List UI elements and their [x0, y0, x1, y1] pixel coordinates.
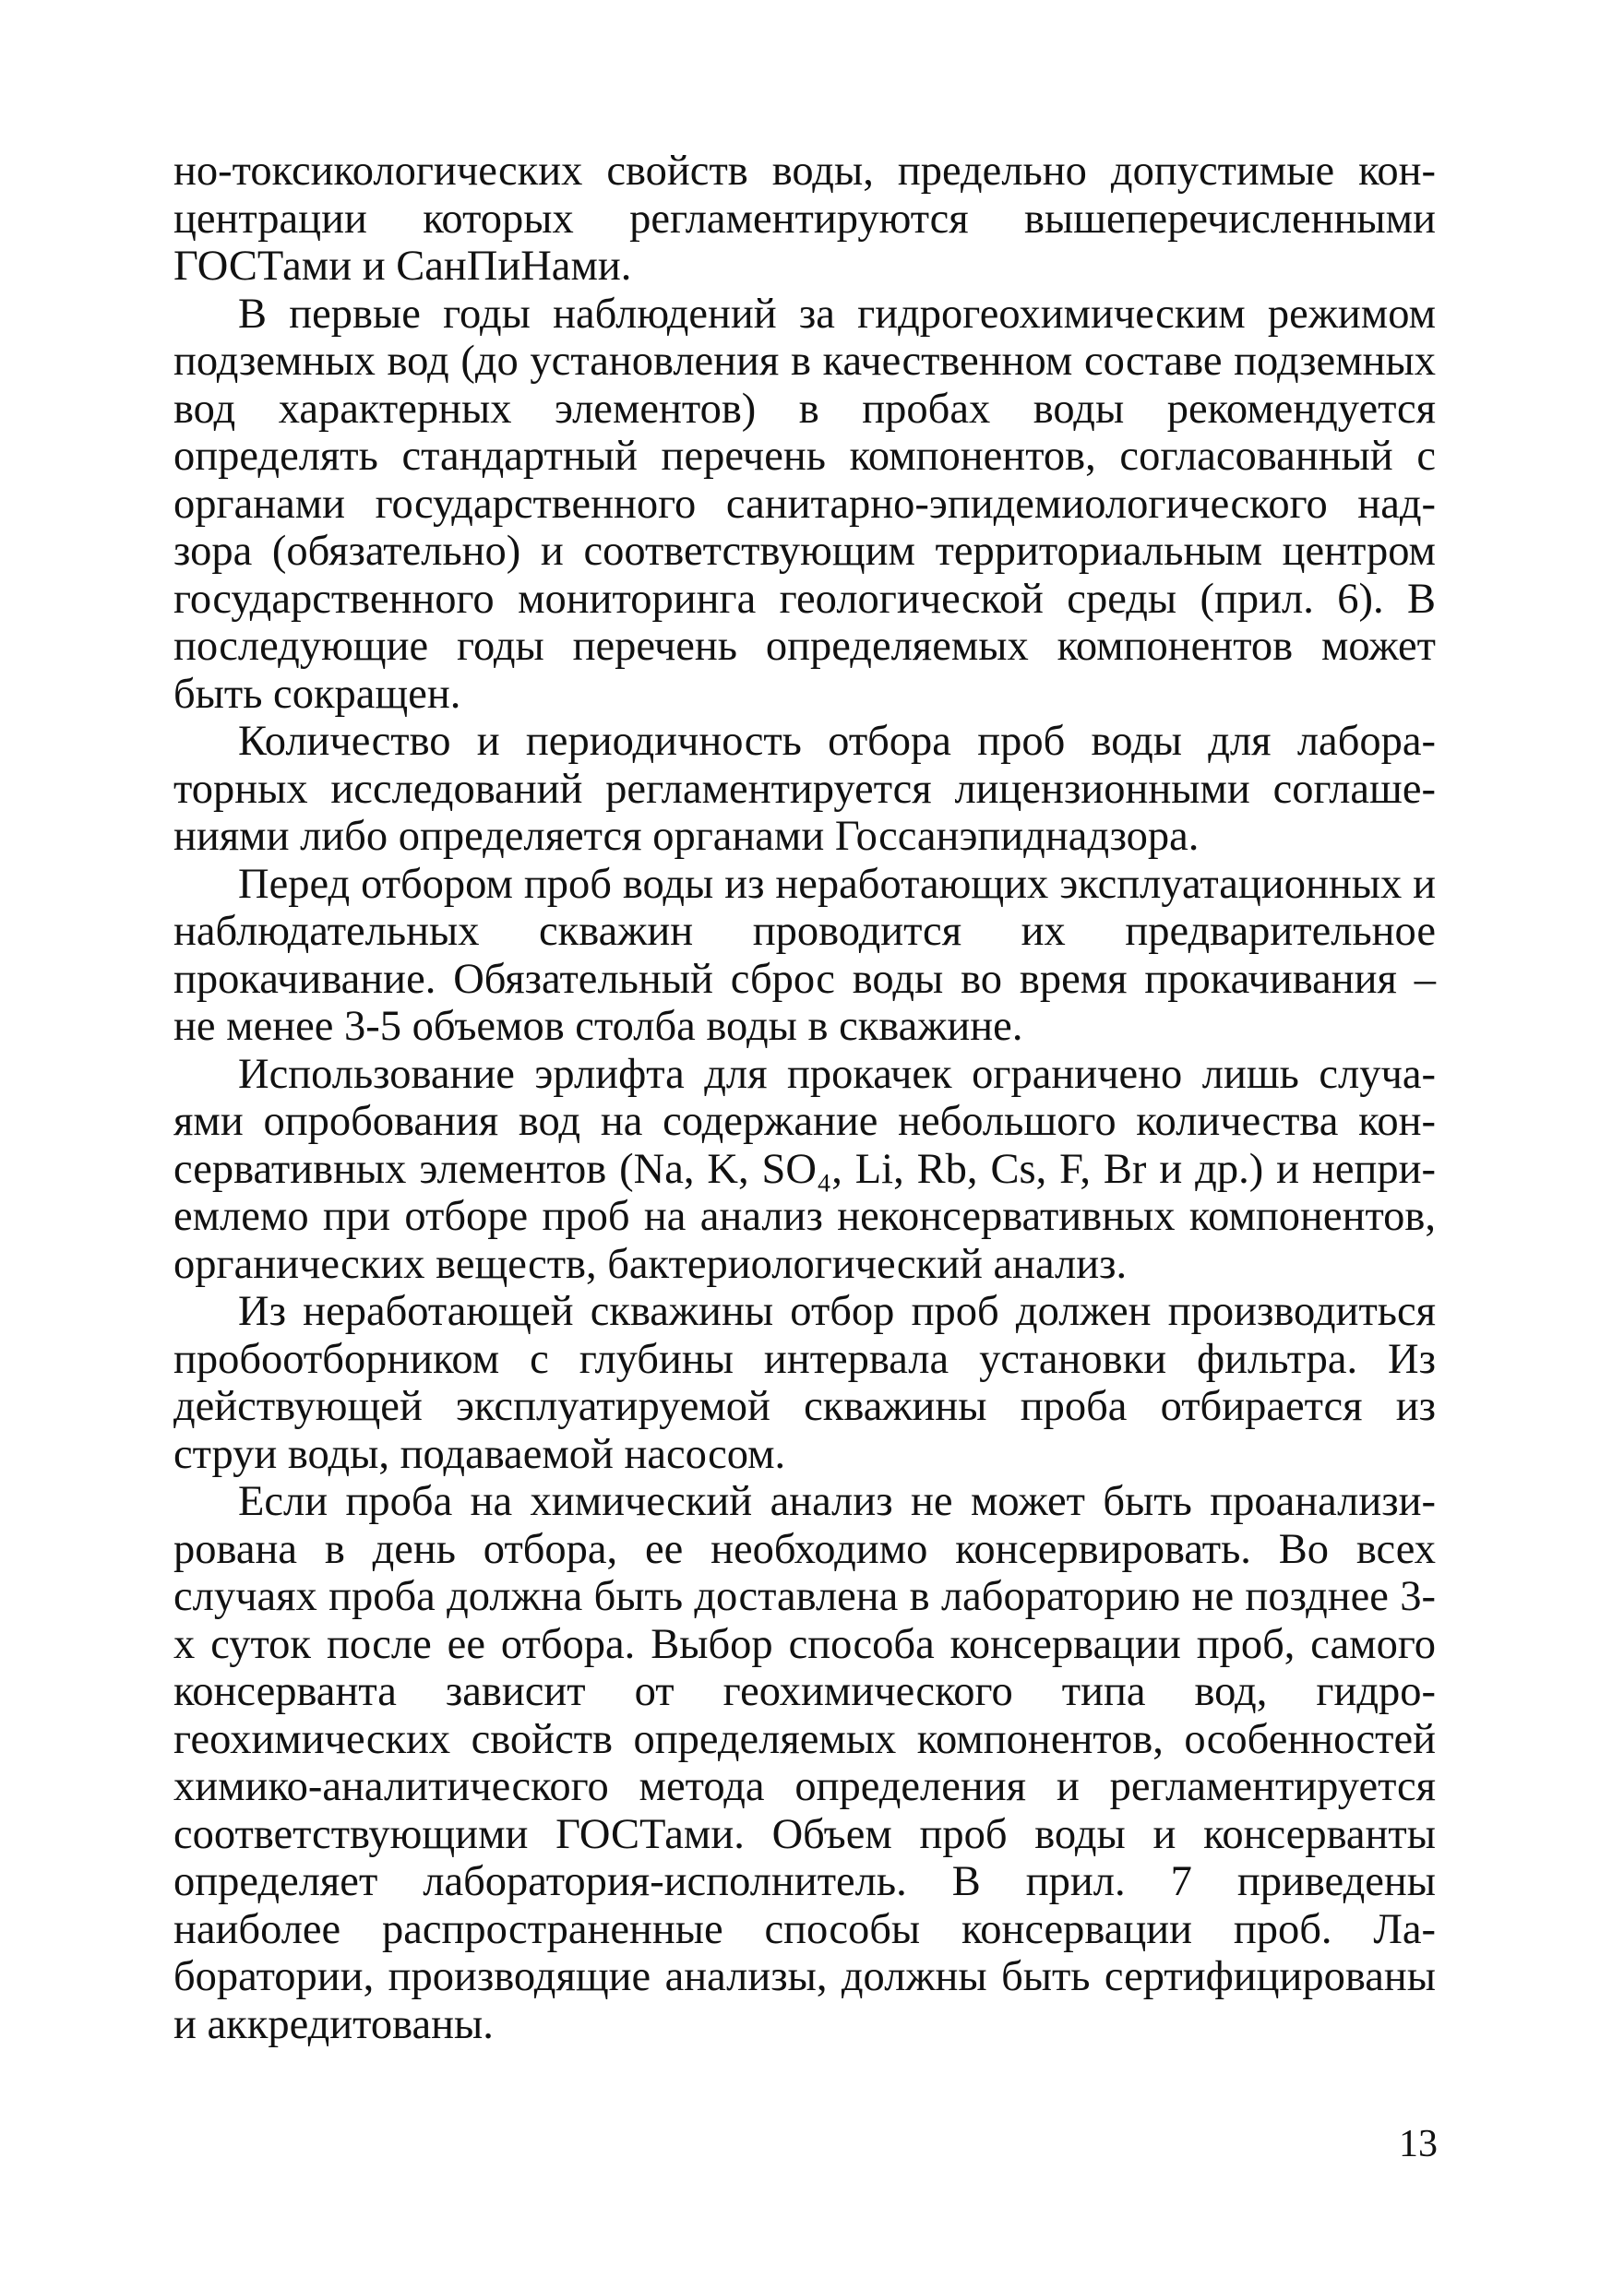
paragraph-continuation: но-токсикологических свойств воды, предельно допустимые концентрации которых регламентируются вышеперечисленными ГОСТами и СанПиНами. — [173, 148, 1436, 290]
paragraph-sampling-frequency: Количество и периодичность отбора проб воды для лабораторных исследований регламентируется лицензионными соглашениями либо определяется органами Госсанэпиднадзора. — [173, 718, 1436, 860]
paragraph-sampling-method: Из неработающей скважины отбор проб должен производиться пробоотборником с глубины интервала установки фильтра. Из действующей эксплуатируемой скважины проба отбирается из струи воды, подаваемой насосом. — [173, 1288, 1436, 1478]
paragraph-pre-pumping: Перед отбором проб воды из неработающих эксплуатационных и наблюдательных скважин проводится их предварительное прокачивание. Обязательный сброс воды во время прокачивания – не менее 3-5 объемов столба воды в скважине. — [173, 860, 1436, 1050]
paragraph-initial-observations: В первые годы наблюдений за гидрогеохимическим режимом подземных вод (до установления в качественном составе подземных вод характерных элементов) в пробах воды рекомендуется определять стандартный перечень компонентов, согласованный с органами государственного санитарно-эпидемиологического надзора (обязательно) и соответствующим территориальным центром государственного мониторинга геологической среды (прил. 6). В последующие годы перечень определяемых компонентов может быть сокращен. — [173, 290, 1436, 718]
body-text — [173, 148, 1436, 2048]
page-number: 13 — [1399, 2123, 1438, 2165]
paragraph-sample-preservation: Если проба на химический анализ не может быть проанализирована в день отбора, ее необходимо консервировать. Во всех случаях проба должна быть доставлена в лабораторию не позднее 3-х суток после ее отбора. Выбор способа консервации проб, самого консерванта зависит от геохимического типа вод, гидрогеохимических свойств определяемых компонентов, особенностей химико-аналитического метода определения и регламентируется соответствующими ГОСТами. Объем проб воды и консерванты определяет лаборатория-исполнитель. В прил. 7 приведены наиболее распространенные способы консервации проб. Лаборатории, производящие анализы, должны быть сертифицированы и аккредитованы. — [173, 1478, 1436, 2048]
paragraph-airlift-use: Использование эрлифта для прокачек ограничено лишь случаями опробования вод на содержание небольшого количества консервативных элементов (Na, K, SO₄, Li, Rb, Cs, F, Br и др.) и неприемлемо при отборе проб на анализ неконсервативных компонентов, органических веществ, бактериологический анализ. — [173, 1050, 1436, 1288]
